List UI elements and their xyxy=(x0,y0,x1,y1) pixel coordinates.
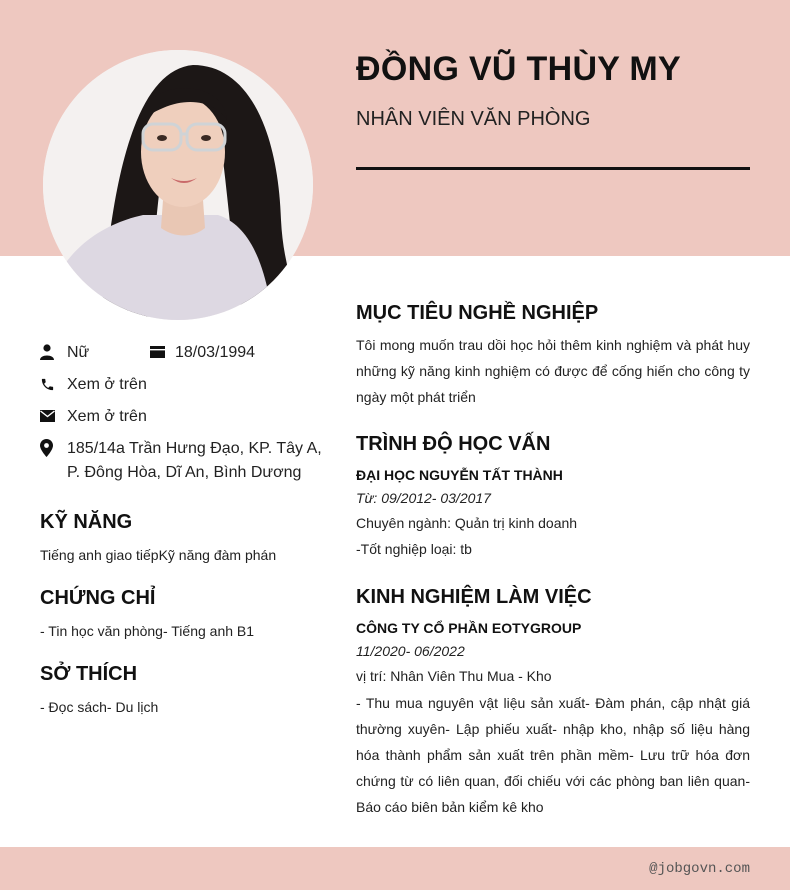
title-divider xyxy=(356,167,750,170)
education-period: Từ: 09/2012- 03/2017 xyxy=(356,490,491,506)
contact-email xyxy=(40,405,147,429)
education-grade: -Tốt nghiệp loại: tb xyxy=(356,541,472,557)
address-value: 185/14a Trần Hưng Đạo, KP. Tây A, P. Đông Hòa, Dĩ An, Bình Dương xyxy=(67,440,322,481)
envelope-icon xyxy=(40,405,67,427)
candidate-name: ĐỒNG VŨ THÙY MY xyxy=(356,50,682,88)
skills-text: Tiếng anh giao tiếpKỹ năng đàm phán xyxy=(40,547,277,563)
education-major: Chuyên ngành: Quản trị kinh doanh xyxy=(356,515,578,531)
phone-value: Xem ở trên xyxy=(67,376,147,393)
email-value: Xem ở trên xyxy=(67,408,147,425)
contact-address xyxy=(40,437,327,485)
contact-birthdate xyxy=(150,341,255,365)
calendar-icon xyxy=(150,341,175,363)
objective-text: Tôi mong muốn trau dồi học hỏi thêm kinh nghiệm và phát huy những kỹ năng kinh nghiệm có được để cống hiến cho công ty ngày một phát triển xyxy=(356,337,750,405)
education-school: ĐẠI HỌC NGUYỄN TẤT THÀNH xyxy=(356,467,563,483)
job-title: NHÂN VIÊN VĂN PHÒNG xyxy=(356,108,591,130)
experience-period: 11/2020- 06/2022 xyxy=(356,643,465,659)
experience-heading: KINH NGHIỆM LÀM VIỆC xyxy=(356,586,592,608)
experience-position: vị trí: Nhân Viên Thu Mua - Kho xyxy=(356,668,552,684)
skills-heading: KỸ NĂNG xyxy=(40,511,133,533)
hobbies-heading: SỞ THÍCH xyxy=(40,663,138,685)
map-pin-icon xyxy=(40,437,67,459)
experience-description: - Thu mua nguyên vật liệu sản xuất- Đàm phán, cập nhật giá thường xuyên- Lập phiếu xuất- nhập kho, nhập số liệu hàng hóa thành phẩm sản xuất trên phần mềm- Lưu trữ hóa đơn chứng từ có liên quan, đối chiếu với các phòng ban liên quan- Báo cáo biên bản kiểm kê kho xyxy=(356,695,750,815)
person-icon xyxy=(40,341,67,363)
birthdate-value: 18/03/1994 xyxy=(175,344,256,361)
experience-company: CÔNG TY CỔ PHẦN EOTYGROUP xyxy=(356,620,582,636)
gender-value: Nữ xyxy=(67,344,90,361)
hobbies-text: - Đọc sách- Du lịch xyxy=(40,699,159,715)
education-heading: TRÌNH ĐỘ HỌC VẤN xyxy=(356,433,551,455)
objective-heading: MỤC TIÊU NGHỀ NGHIỆP xyxy=(356,302,599,324)
profile-photo xyxy=(43,50,313,320)
contact-phone xyxy=(40,373,147,397)
avatar xyxy=(43,50,313,320)
footer-watermark: @jobgovn.com xyxy=(649,861,750,877)
certificates-heading: CHỨNG CHỈ xyxy=(40,587,156,609)
contact-gender xyxy=(40,341,89,365)
phone-icon xyxy=(40,373,67,395)
certificates-text: - Tin học văn phòng- Tiếng anh B1 xyxy=(40,623,255,639)
